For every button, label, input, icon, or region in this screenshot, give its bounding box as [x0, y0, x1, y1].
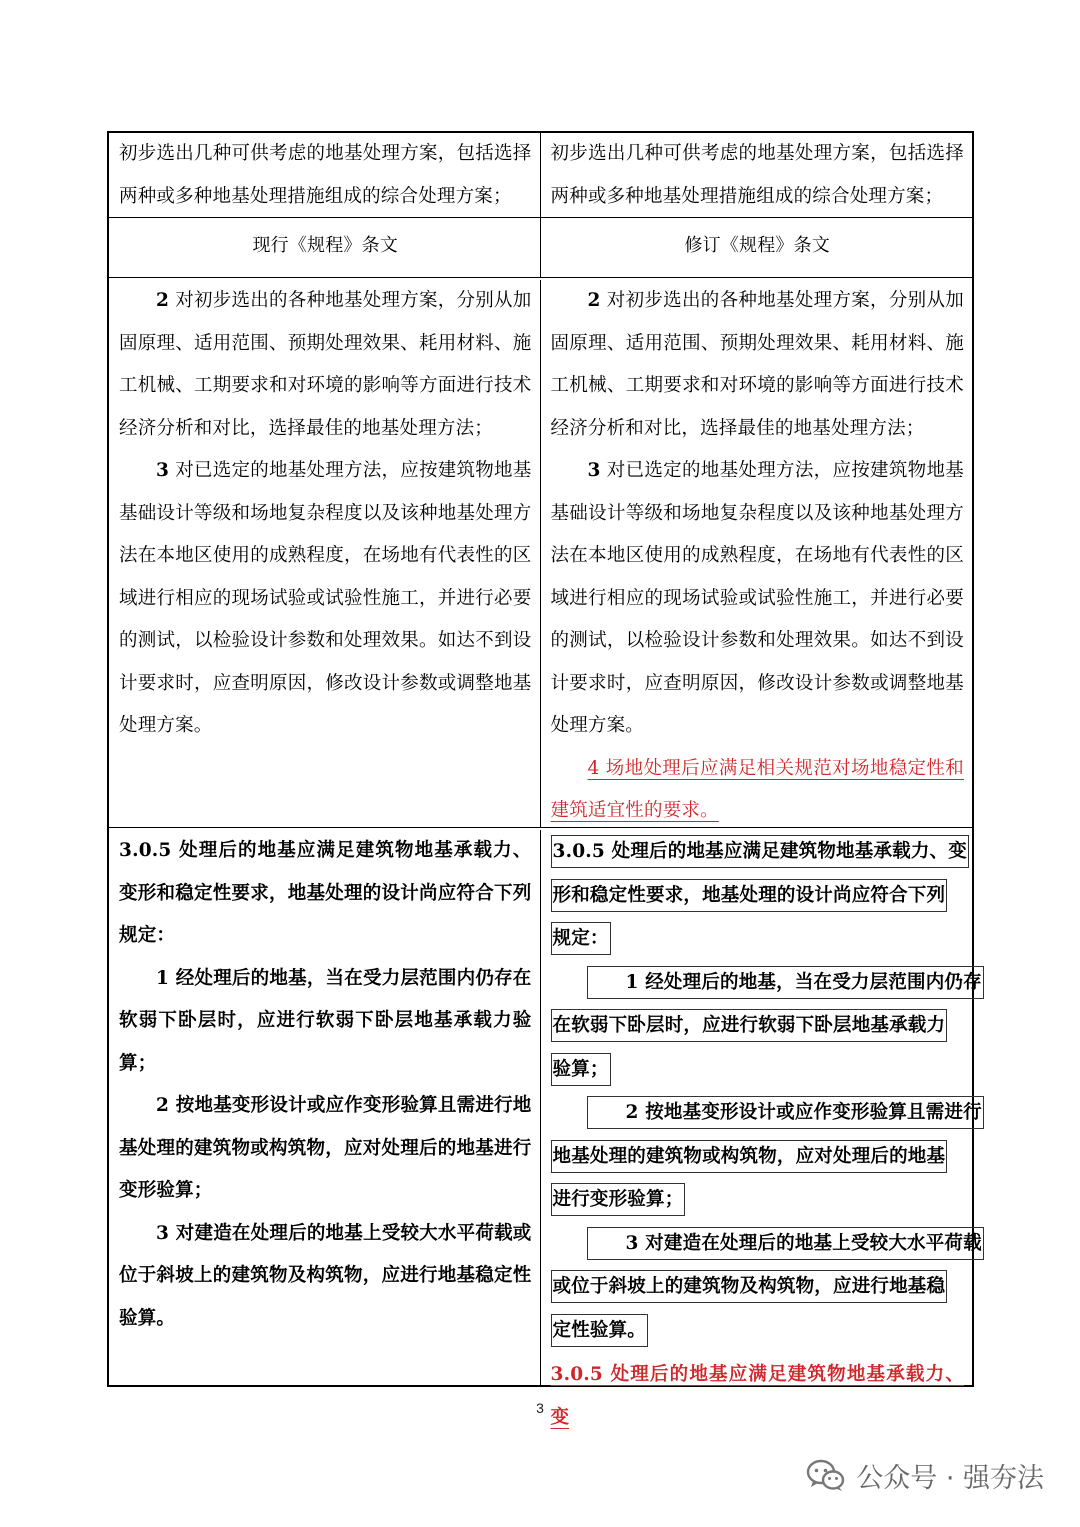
clause-item: 3 对已选定的地基处理方法，应按建筑物地基基础设计等级和场地复杂程度以及该种地基处理方法在本地区使用的成熟程度，在场地有代表性的区域进行相应的现场试验或试验性施工，并进行必要的测试，以检验设计参数和处理效果。如达不到设计要求时，应查明原因，修改设计参数或调整地基处理方案。: [550, 460, 964, 736]
boxed-line: 地基处理的建筑物或构筑物，应对处理后的地基: [551, 1140, 948, 1173]
clause-item: 1 经处理后的地基，当在受力层范围内仍存在软弱下卧层时，应进行软弱下卧层地基承载力验算；: [119, 967, 532, 1074]
current-text-cell: [109, 280, 541, 827]
boxed-line: 3.0.5 处理后的地基应满足建筑物地基承载力、变: [551, 835, 969, 868]
boxed-line: 在软弱下卧层时，应进行软弱下卧层地基承载力: [551, 1009, 948, 1042]
cell-text: 初步选出几种可供考虑的地基处理方案，包括选择两种或多种地基处理措施组成的综合处理方案；: [550, 143, 964, 207]
table-row: [109, 278, 972, 828]
boxed-line: 进行变形验算；: [551, 1183, 686, 1216]
boxed-line: 3 对建造在处理后的地基上受较大水平荷载: [587, 1227, 984, 1260]
wechat-icon: [806, 1459, 846, 1493]
cell-text: 初步选出几种可供考虑的地基处理方案，包括选择两种或多种地基处理措施组成的综合处理方案；: [119, 143, 532, 207]
clause-item: 2 对初步选出的各种地基处理方案，分别从加固原理、适用范围、预期处理效果、耗用材料、施工机械、工期要求和对环境的影响等方面进行技术经济分析和对比，选择最佳的地基处理方法；: [550, 290, 964, 439]
boxed-line: 2 按地基变形设计或应作变形验算且需进行: [587, 1096, 984, 1129]
revised-text-cell: [541, 133, 973, 217]
comparison-table: [107, 131, 982, 1428]
added-clause-item: 4 场地处理后应满足相关规范对场地稳定性和建筑适宜性的要求。: [550, 757, 964, 821]
current-text-cell: [109, 830, 541, 1385]
boxed-line: 1 经处理后的地基，当在受力层范围内仍存: [587, 966, 984, 999]
deleted-clause-box: [551, 830, 982, 1352]
added-clause-3-0-5: 3.0.5 处理后的地基应满足建筑物地基承载力、变: [550, 1364, 964, 1428]
table-header-row: [109, 218, 972, 278]
boxed-line: 定性验算。: [551, 1314, 649, 1347]
table-row: [109, 828, 982, 1428]
boxed-line: 验算；: [551, 1053, 611, 1086]
header-revised: 修订《规程》条文: [684, 235, 831, 256]
page-number: 3: [536, 1400, 544, 1416]
header-current: 现行《规程》条文: [109, 218, 541, 277]
watermark: [806, 1456, 1044, 1495]
clause-3-0-5: 3.0.5 处理后的地基应满足建筑物地基承载力、变形和稳定性要求，地基处理的设计尚应符合下列规定：: [119, 840, 532, 946]
boxed-line: 形和稳定性要求，地基处理的设计尚应符合下列: [551, 879, 948, 912]
current-text-cell: [109, 133, 541, 217]
revised-text-cell: [541, 280, 973, 827]
revised-text-cell: [541, 830, 982, 1428]
clause-item: 3 对建造在处理后的地基上受较大水平荷载或位于斜坡上的建筑物及构筑物，应进行地基稳定性验算。: [119, 1222, 532, 1329]
clause-item: 2 对初步选出的各种地基处理方案，分别从加固原理、适用范围、预期处理效果、耗用材料、施工机械、工期要求和对环境的影响等方面进行技术经济分析和对比，选择最佳的地基处理方法；: [119, 290, 532, 439]
table-row: [109, 133, 972, 218]
clause-item: 2 按地基变形设计或应作变形验算且需进行地基处理的建筑物或构筑物，应对处理后的地基进行变形验算；: [119, 1095, 532, 1201]
clause-item: 3 对已选定的地基处理方法，应按建筑物地基基础设计等级和场地复杂程度以及该种地基处理方法在本地区使用的成熟程度，在场地有代表性的区域进行相应的现场试验或试验性施工，并进行必要的测试，以检验设计参数和处理效果。如达不到设计要求时，应查明原因，修改设计参数或调整地基处理方案。: [119, 460, 532, 736]
boxed-line: 规定：: [551, 922, 611, 955]
boxed-line: 或位于斜坡上的建筑物及构筑物，应进行地基稳: [551, 1270, 948, 1303]
watermark-text: 公众号 · 强夯法: [856, 1463, 1044, 1494]
